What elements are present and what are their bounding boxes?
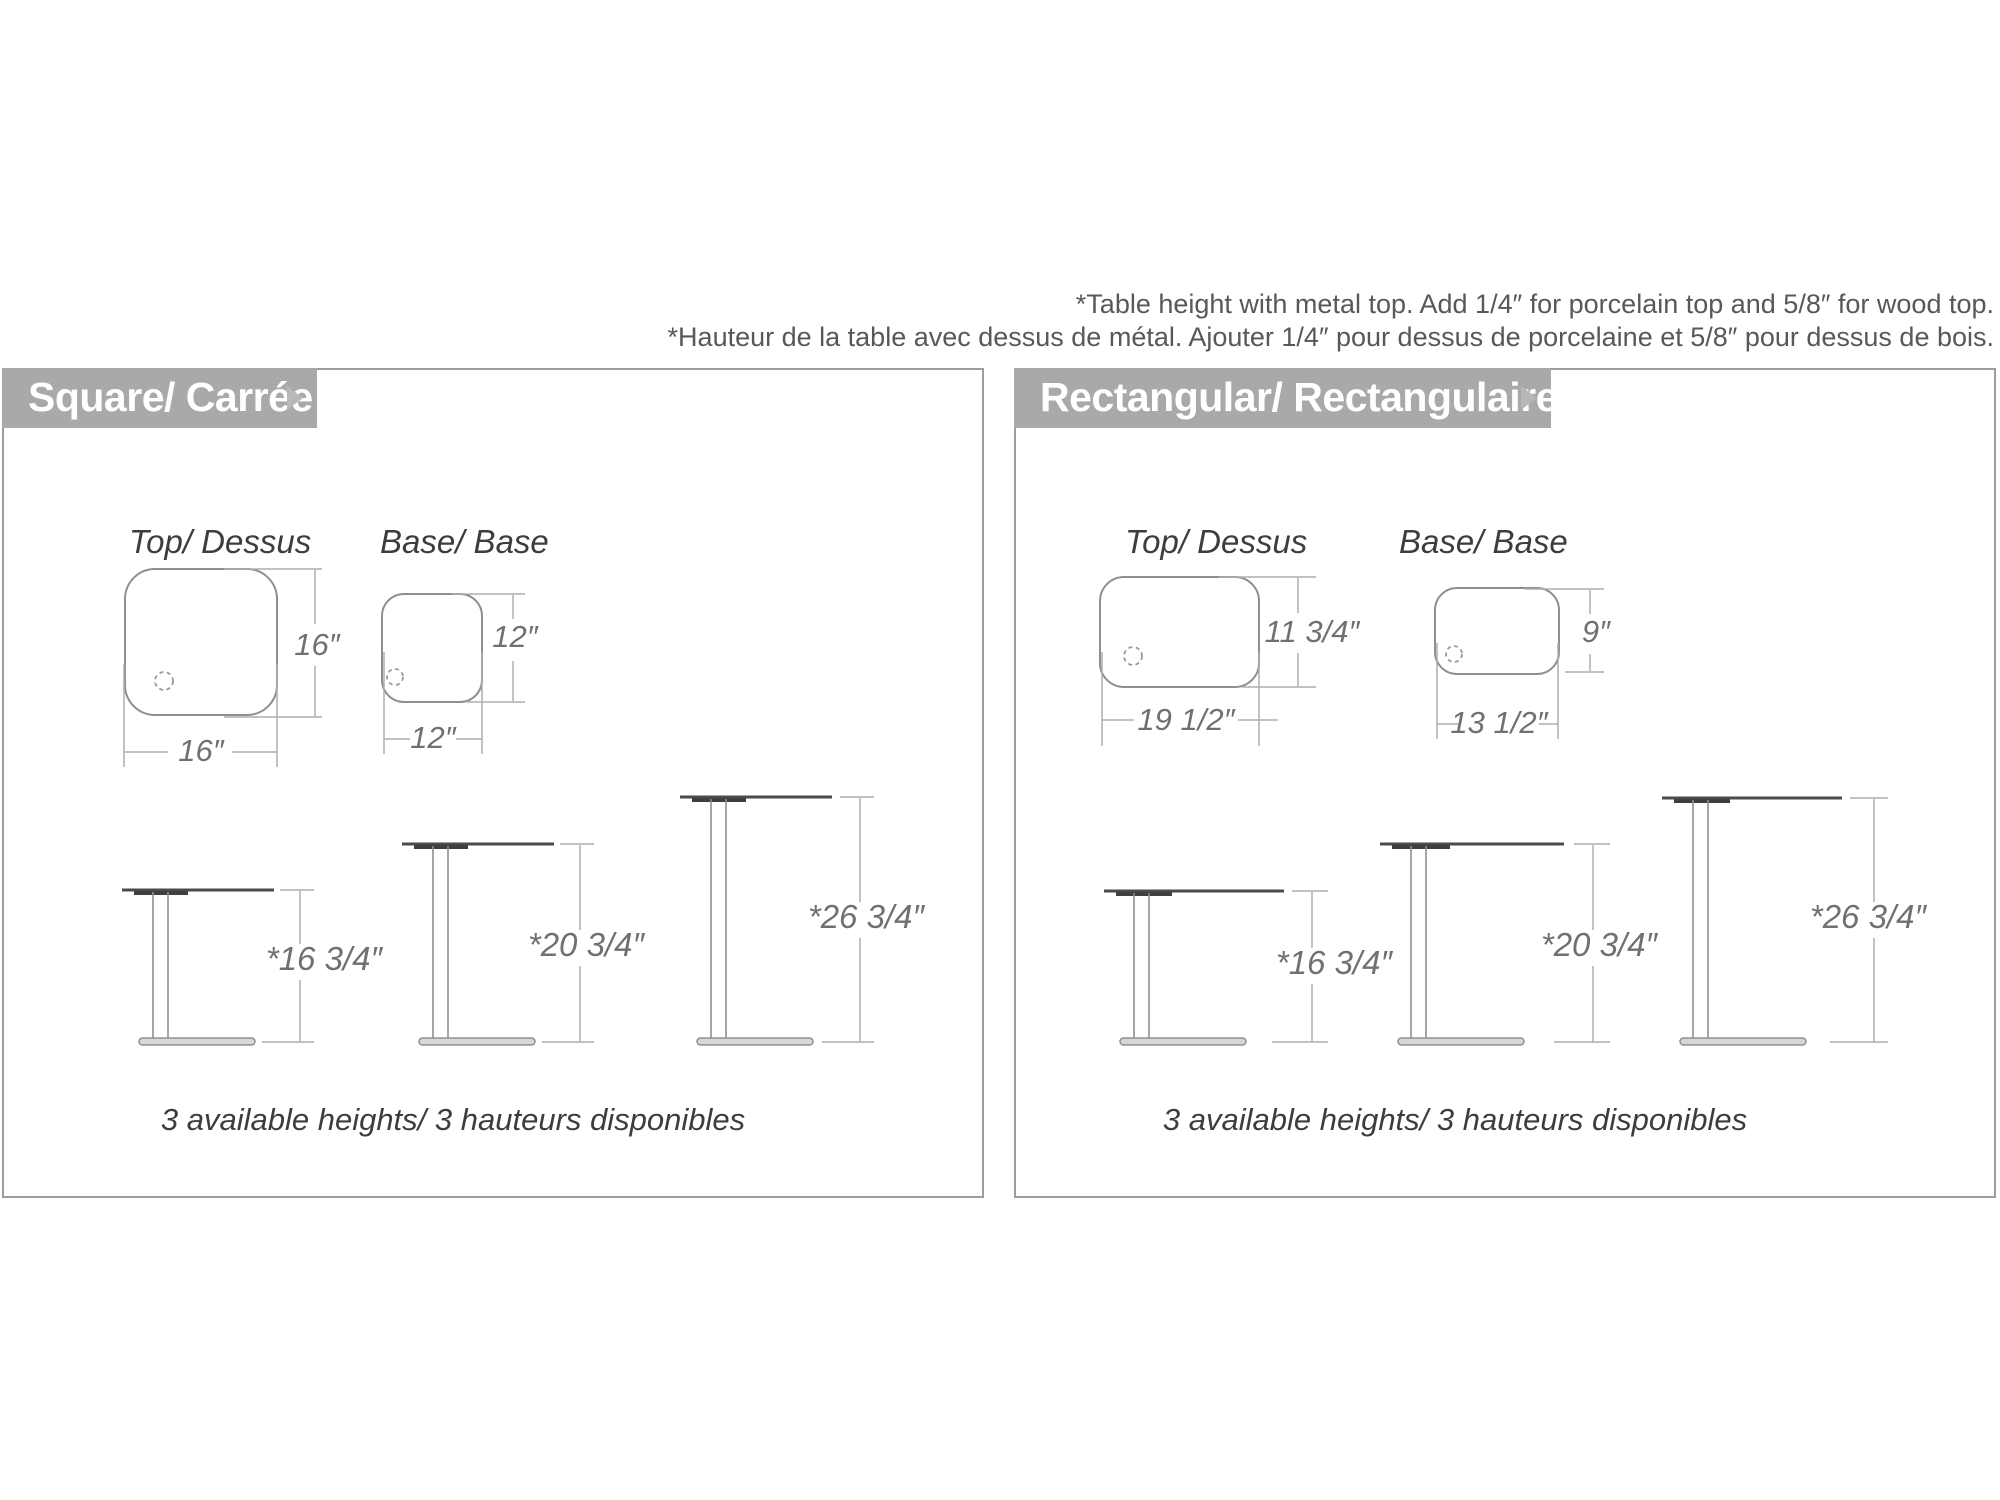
table-side-view-medium [1380, 844, 1658, 1045]
table-height-value: *20 3/4″ [527, 926, 645, 963]
disclaimer-line-fr: *Hauteur de la table avec dessus de métal. Ajouter 1/4″ pour dessus de porcelaine et 5/8″ pour dessus de bois. [667, 322, 1994, 352]
height-disclaimer [668, 288, 1994, 354]
height-dim [528, 844, 646, 1042]
square-base-label: Base/ Base [380, 523, 549, 560]
table-height-value: *16 3/4″ [265, 940, 383, 977]
square-top-width-value: 16″ [178, 733, 224, 768]
square-base-height-value: 12″ [492, 619, 538, 654]
panel-square [2, 368, 984, 1198]
square-top-height-value: 16″ [294, 627, 340, 662]
available-heights-note: 3 available heights/ 3 hauteurs disponibles [160, 1102, 746, 1137]
table-height-value: *20 3/4″ [1540, 926, 1658, 963]
height-dim [1272, 891, 1393, 1042]
rect-base-outline [1435, 588, 1559, 674]
table-side-view-medium [402, 844, 645, 1045]
height-dim [1541, 844, 1659, 1042]
rect-base-width-value: 13 1/2″ [1450, 705, 1548, 740]
square-diagram [4, 370, 982, 1196]
table-height-value: *26 3/4″ [1809, 898, 1927, 935]
rect-base-label: Base/ Base [1399, 523, 1568, 560]
table-height-value: *26 3/4″ [807, 898, 925, 935]
panel-square-title-text: Square/ Carrée [28, 374, 313, 420]
square-base-plan [382, 594, 539, 755]
square-base-width-value: 12″ [410, 720, 456, 755]
rectangular-diagram [1016, 370, 1994, 1196]
square-base-outline [382, 594, 482, 702]
rect-top-width-value: 19 1/2″ [1137, 702, 1235, 737]
rect-base-plan [1435, 588, 1611, 740]
panel-rectangular [1014, 368, 1996, 1198]
rect-top-outline [1100, 577, 1259, 687]
square-top-label: Top/ Dessus [129, 523, 312, 560]
table-side-view-tall [1662, 798, 1927, 1045]
panel-rectangular-title-text: Rectangular/ Rectangulaire [1040, 374, 1558, 420]
table-height-value: *16 3/4″ [1275, 944, 1393, 981]
square-top-plan [124, 569, 341, 768]
table-side-view-short [122, 890, 383, 1045]
rect-top-plan [1100, 577, 1360, 746]
table-side-view-tall [680, 797, 925, 1045]
square-top-outline [125, 569, 277, 715]
disclaimer-line-en: *Table height with metal top. Add 1/4″ for porcelain top and 5/8″ for wood top. [1075, 289, 1994, 319]
rect-base-height-value: 9″ [1581, 614, 1611, 649]
table-side-view-short [1104, 891, 1393, 1045]
rect-top-label: Top/ Dessus [1125, 523, 1308, 560]
available-heights-note: 3 available heights/ 3 hauteurs disponibles [1162, 1102, 1748, 1137]
height-dim [262, 890, 383, 1042]
height-dim [808, 797, 926, 1042]
rect-top-height-value: 11 3/4″ [1264, 614, 1360, 649]
height-dim [1810, 798, 1928, 1042]
